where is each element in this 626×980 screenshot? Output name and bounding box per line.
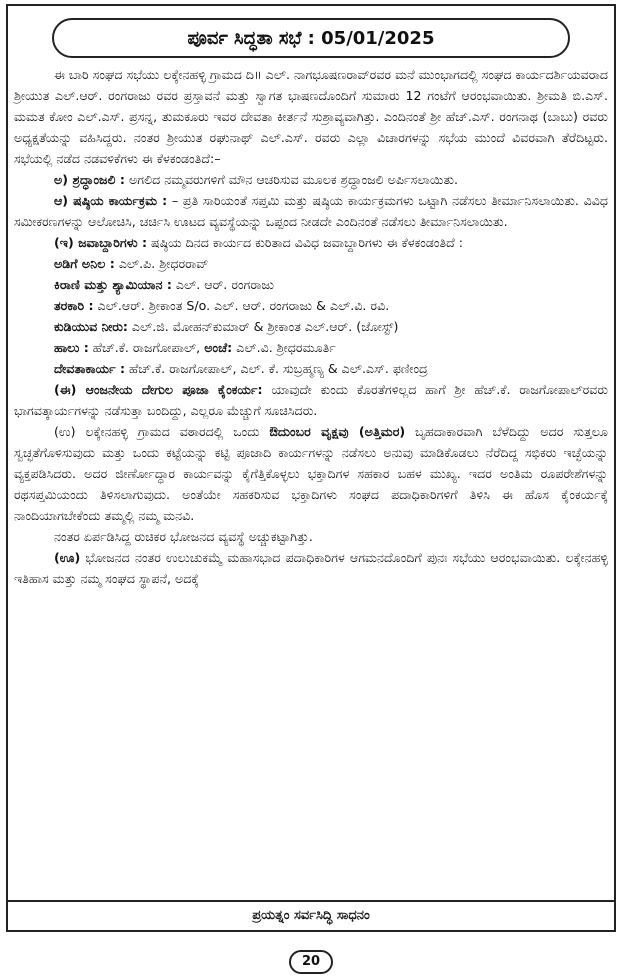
duty-value: ಎಲ್.ಆರ್. ಶ್ರೀಕಾಂತ S/o. ಎಲ್. ಆರ್. ರಂಗರಾಜು & ಎಲ್.ವಿ. ರವಿ. bbox=[97, 298, 390, 313]
duty-label: ಕಿರಾಣಿ ಮತ್ತು ಶ್ಯಾಮಿಯಾನ : bbox=[54, 277, 172, 292]
section-ee bbox=[14, 379, 608, 421]
duty-label: ಹಾಲು : bbox=[54, 340, 89, 355]
section-ee-heading: (ಈ) ಆಂಜನೇಯ ದೇಗುಲ ಪೂಜಾ ಕೈಂಕರ್ಯ: bbox=[54, 382, 263, 397]
section-u bbox=[14, 421, 608, 526]
section-i bbox=[14, 232, 608, 253]
duty-label: ತರಕಾರಿ : bbox=[54, 298, 94, 313]
section-u-highlight: ಔದುಂಬರ ವೃಕ್ಷವು (ಅತ್ತಿಮರ) bbox=[269, 424, 406, 439]
section-uu-text: ಭೋಜನದ ನಂತರ ಉಲುಚುಕಮ್ಮೆ ಮಹಾಸಭಾದ ಪದಾಧಿಕಾರಿಗಳ ಆಗಮನದೊಂದಿಗೆ ಪುನಃ ಸಭೆಯು ಆರಂಭವಾಯಿತು. ಲಕ್ಕೇನಹಳ್ಳಿ ಇತಿಹಾಸ ಮತ್ತು ನಮ್ಮ ಸಂಘದ ಸ್ಥಾಪನೆ, ಅದಕ್ಕೆ bbox=[14, 550, 608, 586]
duty-item bbox=[14, 295, 608, 316]
duty-item bbox=[14, 358, 608, 379]
duty-item bbox=[14, 316, 608, 337]
duty-value: ಹೆಚ್.ಕೆ. ರಾಜಗೋಪಾಲ್, bbox=[92, 340, 201, 355]
section-aa-text: – ಪ್ರತಿ ಸಾರಿಯಂತೆ ಸಪ್ತಮಿ ಮತ್ತು ಷಷ್ಠಿಯ ಕಾರ್ಯಕ್ರಮಗಳು ಒಟ್ಟಾಗಿ ನಡೆಸಲು ತೀರ್ಮಾನಿಸಲಾಯಿತು. ವಿವಿಧ ಸಮೀಕರಣಗಳನ್ನು ಆಲೋಚಿಸಿ, ಚರ್ಚಿಸಿ ಊಟದ ವ್ಯವಸ್ಥೆಯನ್ನು ಒಪ್ಪಂದ ನೀಡದೇ ಎಂದಿನಂತೆ ನಡೆಸಲು ತೀರ್ಮಾನಿಸಲಾಯಿತು. bbox=[14, 193, 608, 229]
duty-value: ಎಲ್.ಜಿ. ಮೋಹನ್‌ಕುಮಾರ್ & ಶ್ರೀಕಾಂತ ಎಲ್.ಆರ್. (ಜೋಸ್ಟ್) bbox=[131, 319, 399, 334]
footer-divider bbox=[6, 900, 616, 902]
section-aa bbox=[14, 190, 608, 232]
duty-value: ಹೆಚ್.ಕೆ. ರಾಜಗೋಪಾಲ್, ಎಲ್. ಕೆ. ಸುಬ್ರಹ್ಮಣ್ಯ & ಎಲ್.ಎಸ್. ಫಣೀಂದ್ರ bbox=[129, 361, 428, 376]
section-a bbox=[14, 169, 608, 190]
section-ee-text: ಯಾವುದೇ ಕುಂದು ಕೊರತೆಗಳಿಲ್ಲದ ಹಾಗೆ ಶ್ರೀ ಹೆಚ್.ಕೆ. ರಾಜಗೋಪಾಲ್‌ರವರು ಭಾಗವತ್ಕಾರ್ಯಗಳನ್ನು ನಡೆಸುತ್ತಾ ಬಂದಿದ್ದು, ಎಲ್ಲರೂ ಮೆಚ್ಚುಗೆ ಸೂಚಿಸಿದರು. bbox=[14, 382, 608, 418]
duty-value: ಎಲ್.ಪಿ. ಶ್ರೀಧರರಾವ್ bbox=[118, 256, 209, 271]
duty-item bbox=[14, 274, 608, 295]
page-title: ಪೂರ್ವ ಸಿದ್ಧತಾ ಸಭೆ : 05/01/2025 bbox=[52, 18, 570, 58]
section-a-heading: ಅ) ಶ್ರದ್ಧಾಂಜಲಿ : bbox=[54, 172, 125, 187]
section-i-heading: (ಇ) ಜವಾಬ್ದಾರಿಗಳು : bbox=[54, 235, 147, 250]
section-uu-heading: (ಊ) bbox=[54, 550, 81, 565]
page-number: 20 bbox=[289, 950, 333, 974]
duty-item bbox=[14, 337, 608, 358]
section-u-prefix: (ಉ) ಲಕ್ಕೇನಹಳ್ಳಿ ಗ್ರಾಮದ ವಠಾರದಲ್ಲಿ ಒಂದು bbox=[54, 424, 260, 439]
footer-motto: ಪ್ರಯತ್ನಂ ಸರ್ವಸಿದ್ಧಿ ಸಾಧನಂ bbox=[252, 908, 370, 923]
section-a-text: ಅಗಲಿದ ನಮ್ಮವರುಗಳಿಗೆ ಮೌನ ಆಚರಿಸುವ ಮೂಲಕ ಶ್ರದ್ಧಾಂಜಲಿ ಅರ್ಪಿಸಲಾಯಿತು. bbox=[128, 172, 459, 187]
duty-value-2: ಎಲ್.ವಿ. ಶ್ರೀಧರಮೂರ್ತಿ bbox=[236, 340, 336, 355]
section-i-text: ಷಷ್ಠಿಯ ದಿನದ ಕಾರ್ಯದ ಕುರಿತಾದ ವಿವಿಧ ಜವಾಬ್ದಾರಿಗಳು ಈ ಕೆಳಕಂಡಂತಿದೆ : bbox=[151, 235, 463, 250]
section-aa-heading: ಆ) ಷಷ್ಠಿಯ ಕಾರ್ಯಕ್ರಮ : bbox=[54, 193, 168, 208]
duty-item bbox=[14, 253, 608, 274]
section-u-text: ಬೃಹದಾಕಾರವಾಗಿ ಬೆಳೆದಿದ್ದು ಅದರ ಸುತ್ತಲೂ ಸ್ವಚ್ಛತೆಗೊಳಿಸುವುದು ಮತ್ತು ಒಂದು ಕಟ್ಟೆಯನ್ನು ಕಟ್ಟಿ ಪೂಜಾದಿ ಕಾರ್ಯಗಳನ್ನು ನಡೆಸಲು ಅನುವು ಮಾಡಿಕೊಡಲು ನೆರೆದಿದ್ದ ಸಭಿಕರು ಇಚ್ಛೆಯನ್ನು ವ್ಯಕ್ತಪಡಿಸಿದರು. ಅದರ ಜೀರ್ಣೋದ್ಧಾರ ಕಾರ್ಯವನ್ನು ಕೈಗೆತ್ತಿಕೊಳ್ಳಲು ಭಕ್ತಾದಿಗಳ ಸಹಕಾರ ಬಹಳ ಮುಖ್ಯ. ಇದರ ಅಂತಿಮ ರೂಪರೇಶೆಗಳನ್ನು ರಥಸಪ್ತಮಿಯಂದು ತಿಳಿಸಲಾಗುವುದು. ಅಂತೆಯೇ ಸಹಕರಿಸುವ ಭಕ್ತಾದಿಗಳು ಸಂಘದ ಪದಾಧಿಕಾರಿಗಳಿಗೆ ತಿಳಿಸಿ ಈ ಹೊಸ ಕೈಂಕರ್ಯಕ್ಕೆ ನಾಂದಿಯಾಗಬೇಕೆಂದು ತಮ್ಮಲ್ಲಿ ನಮ್ಮ ಮನವಿ. bbox=[14, 424, 608, 523]
duty-label-2: ಅಂಚೆ: bbox=[204, 340, 233, 355]
intro-paragraph: ಈ ಬಾರಿ ಸಂಘದ ಸಭೆಯು ಲಕ್ಕೇನಹಳ್ಳಿ ಗ್ರಾಮದ ದಿ॥ ಎಲ್. ನಾಗಭೂಷಣರಾವ್‌ರವರ ಮನೆ ಮುಂಭಾಗದಲ್ಲಿ ಸಂಘದ ಕಾರ್ಯದರ್ಶಿಯವರಾದ ಶ್ರೀಯುತ ಎಲ್.ಆರ್. ರಂಗರಾಜು ರವರ ಪ್ರಸ್ತಾವನೆ ಮತ್ತು ಸ್ವಾಗತ ಭಾಷಣದೊಂದಿಗೆ ಸುಮಾರು 12 ಗಂಟೆಗೆ ಆರಂಭವಾಯಿತು. ಶ್ರೀಮತಿ ಬಿ.ಎಸ್. ಮಮತ ಕೋಂ ಎಲ್.ಎಸ್. ಪ್ರಸನ್ನ, ತುಮಕೂರು ಇವರ ದೇವತಾ ಕೀರ್ತನೆ ಸುಶ್ರಾವ್ಯವಾಗಿತ್ತು. ಎಂದಿನಂತೆ ಶ್ರೀ ಹೆಚ್.ಎಸ್. ರಂಗನಾಥ (ಬಾಬು) ರವರು ಅಧ್ಯಕ್ಷತೆಯನ್ನು ವಹಿಸಿದ್ದರು. ನಂತರ ಶ್ರೀಯುತ ರಘುನಾಥ್ ಎಲ್.ಎಸ್. ರವರು ಎಲ್ಲಾ ವಿಚಾರಗಳನ್ನು ಸಭೆಯ ಮುಂದೆ ವಿವರವಾಗಿ ತೆರೆದಿಟ್ಟರು. ಸಭೆಯಲ್ಲಿ ನಡೆದ ನಡವಳಿಕೆಗಳು ಈ ಕೆಳಕಂಡಂತಿದೆ:– bbox=[14, 67, 609, 166]
duty-label: ದೇವತಾಕಾರ್ಯ : bbox=[54, 361, 126, 376]
duty-label: ಅಡಿಗೆ ಅನಿಲ : bbox=[54, 256, 115, 271]
duty-label: ಕುಡಿಯುವ ನೀರು: bbox=[54, 319, 128, 334]
lunch-paragraph: ನಂತರ ಏರ್ಪಡಿಸಿದ್ದ ರುಚಿಕರ ಭೋಜನದ ವ್ಯವಸ್ಥೆ ಅಚ್ಚುಕಟ್ಟಾಗಿತ್ತು. bbox=[54, 529, 313, 544]
duty-value: ಎಲ್. ಆರ್. ರಂಗರಾಜು bbox=[175, 277, 274, 292]
section-uu bbox=[14, 547, 608, 589]
article-body bbox=[14, 64, 608, 589]
